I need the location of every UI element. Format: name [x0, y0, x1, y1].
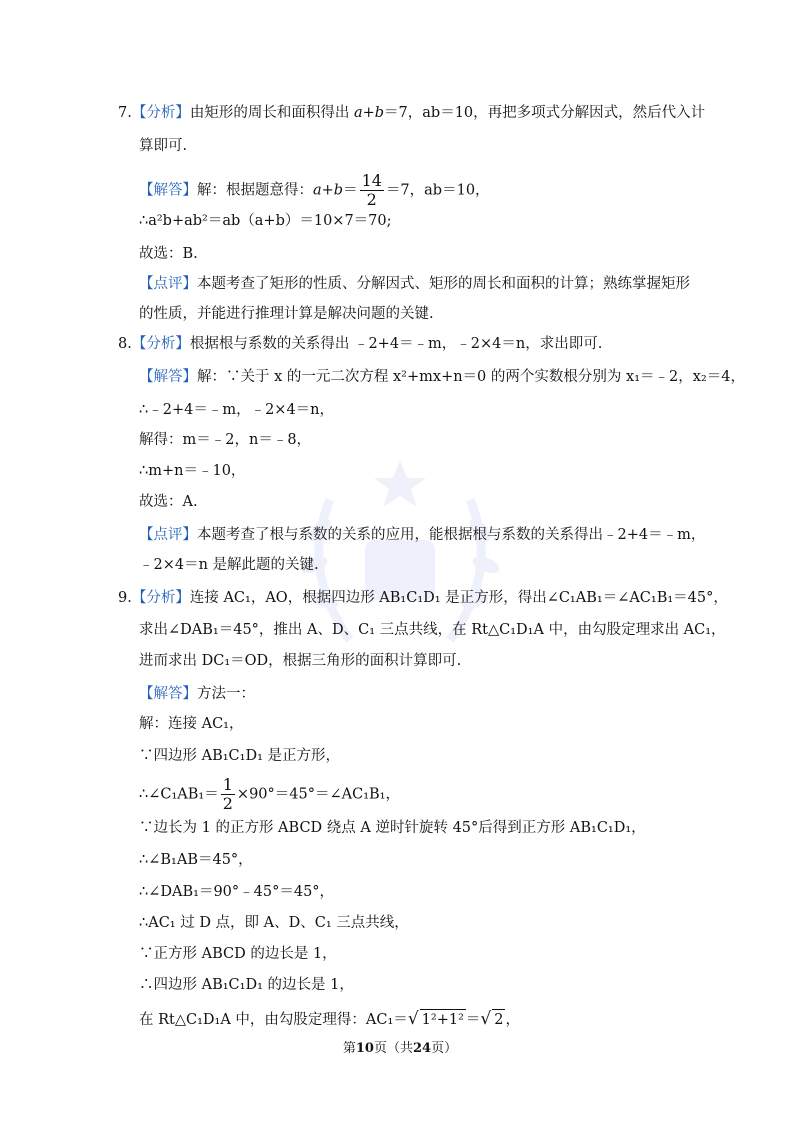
q8-step1: ∴﹣2+4＝﹣m，﹣2×4＝n， — [139, 402, 335, 418]
q9-step4: ∵边长为 1 的正方形 ABCD 绕点 A 逆时针旋转 45°后得到正方形 AB₁C₁D₁， — [139, 820, 646, 836]
q9-step8: ∵正方形 ABCD 的边长是 1， — [139, 946, 337, 962]
q8-comment-cont: ﹣2×4＝n 是解此题的关键. — [139, 557, 319, 573]
q9-step1: 解：连接 AC₁， — [139, 716, 244, 732]
q9-step5: ∴∠B₁AB＝45°， — [139, 852, 253, 868]
q9-step7: ∴AC₁ 过 D 点，即 A、D、C₁ 三点共线， — [139, 915, 409, 931]
q9-answer-line: 【解答】方法一： — [139, 686, 255, 702]
q8-answer-line: 【解答】解：∵关于 x 的一元二次方程 x²+mx+n＝0 的两个实数根分别为 x₁＝﹣2，x₂＝4， — [139, 369, 745, 385]
q7-analysis-line: 7.【分析】由矩形的周长和面积得出 a+b＝7，ab＝10，再把多项式分解因式，然后代入计 — [118, 105, 706, 121]
q8-analysis-line: 8.【分析】根据根与系数的关系得出 ﹣2+4＝﹣m，﹣2×4＝n，求出即可. — [118, 336, 603, 352]
q9-analysis-line: 9.【分析】连接 AC₁，AO，根据四边形 AB₁C₁D₁ 是正方形，得出∠C₁AB₁＝∠AC₁B₁＝45°， — [118, 590, 728, 606]
q9-step2: ∵四边形 AB₁C₁D₁ 是正方形， — [139, 748, 341, 764]
q9-step3: ∴∠C₁AB₁＝ $\frac{1}{2}$ ×90°＝45°＝∠AC₁B₁， — [139, 775, 400, 813]
q9-analysis-l2: 求出∠DAB₁＝45°，推出 A、D、C₁ 三点共线，在 Rt△C₁D₁A 中，由勾股定理求出 AC₁， — [139, 622, 726, 638]
q7-choice: 故选：B. — [139, 246, 198, 262]
page-footer: 第10页（共24页） — [342, 1041, 458, 1056]
q9-step9: ∴四边形 AB₁C₁D₁ 的边长是 1， — [139, 977, 354, 993]
q7-analysis-cont: 算即可. — [139, 138, 188, 154]
q7-answer-line: 【解答】解：根据题意得：a+b＝ $\frac{14}{2}$ ＝7，ab＝10， — [139, 171, 490, 209]
q9-analysis-l3: 进而求出 DC₁＝OD，根据三角形的面积计算即可. — [139, 653, 462, 669]
q7-comment-cont: 的性质，并能进行推理计算是解决问题的关键. — [139, 306, 434, 322]
q9-step10: 在 Rt△C₁D₁A 中，由勾股定理得：AC₁＝√ 1²+1² ＝√ 2 ， — [139, 1009, 520, 1029]
q7-comment: 【点评】本题考查了矩形的性质、分解因式、矩形的周长和面积的计算；熟练掌握矩形 — [139, 276, 690, 292]
q7-calc: ∴a²b+ab²＝ab（a+b）＝10×7＝70; — [139, 213, 392, 229]
q9-step6: ∴∠DAB₁＝90°﹣45°＝45°， — [139, 884, 335, 900]
q8-step3: ∴m+n＝﹣10， — [139, 463, 246, 479]
q8-choice: 故选：A. — [139, 494, 198, 510]
q8-step2: 解得：m＝﹣2，n＝﹣8， — [139, 432, 312, 448]
q8-comment: 【点评】本题考查了根与系数的关系的应用，能根据根与系数的关系得出﹣2+4＝﹣m， — [139, 527, 706, 543]
